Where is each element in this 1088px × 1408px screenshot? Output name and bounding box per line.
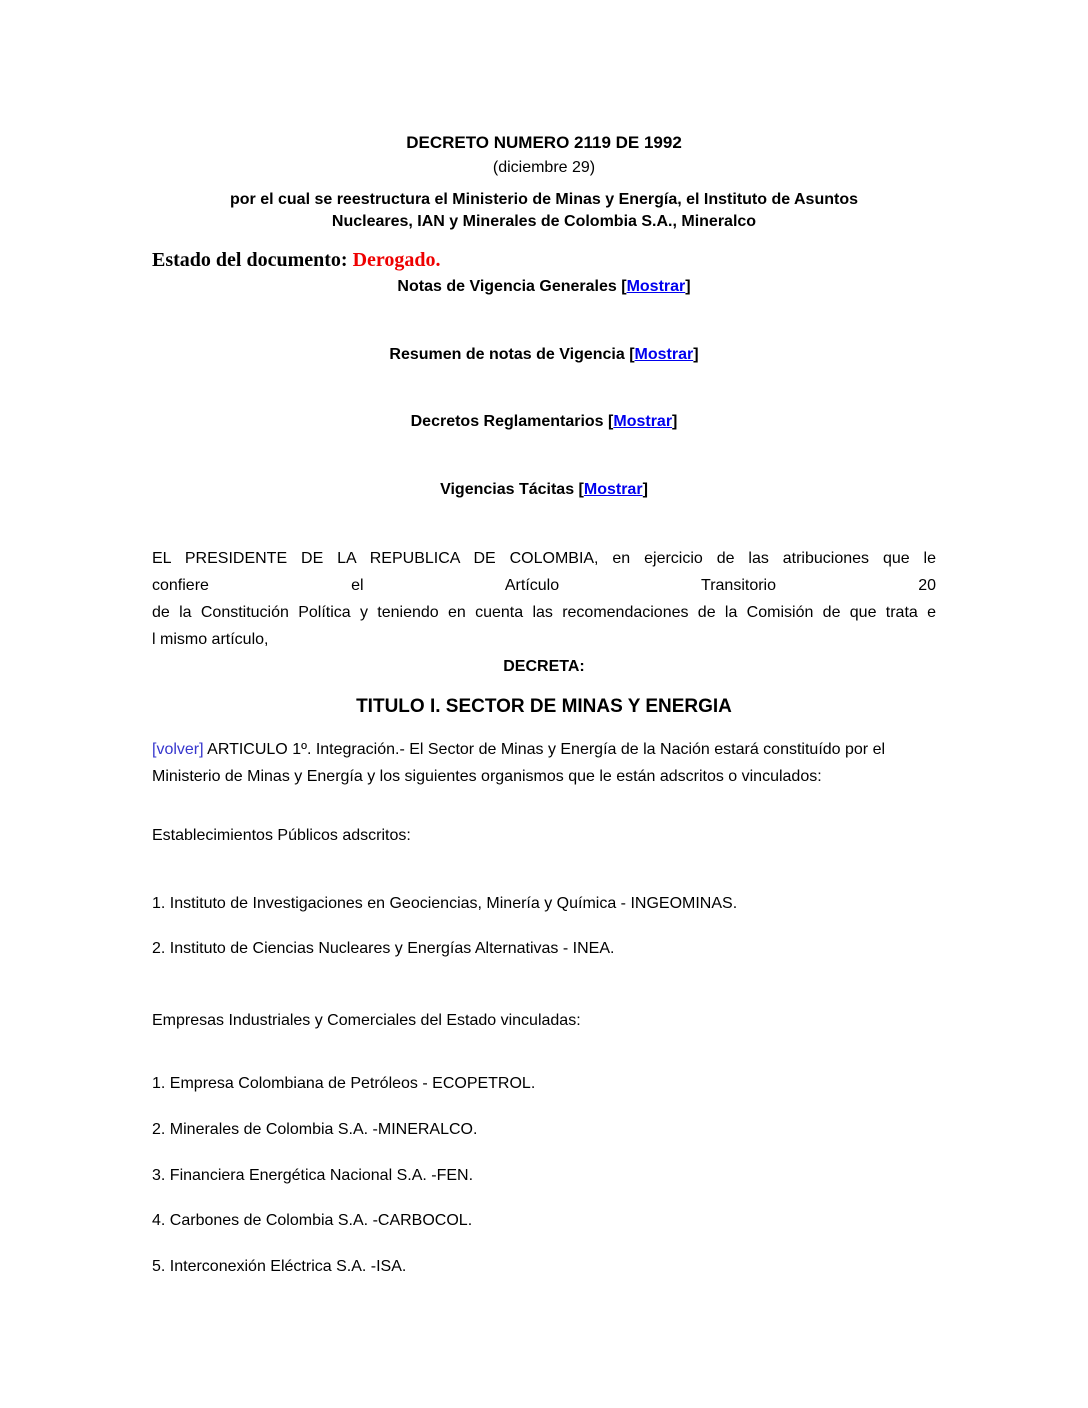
bracket-close: ] — [672, 413, 678, 430]
mostrar-link-notas-vigencia-generales[interactable]: Mostrar — [626, 278, 686, 295]
vinculadas-item-5: 5. Interconexión Eléctrica S.A. -ISA. — [152, 1258, 407, 1275]
bracket-open: [ — [578, 481, 584, 498]
bracket-open: [ — [621, 278, 627, 295]
articulo-1-text: ARTICULO 1º. Integración.- El Sector de Minas y Energía de la Nación estará constituído por el Ministerio de Minas y Energía y los siguientes organismos que le están adscritos o vinculados: — [152, 741, 886, 785]
mostrar-link-vigencias-tacitas[interactable]: Mostrar — [583, 481, 643, 498]
bracket-close: ] — [693, 346, 699, 363]
bracket-open: [ — [629, 346, 635, 363]
vinculadas-item-2: 2. Minerales de Colombia S.A. -MINERALCO. — [152, 1121, 478, 1138]
mostrar-link-decretos-reglamentarios[interactable]: Mostrar — [613, 413, 673, 430]
vigencias-tacitas-line — [152, 479, 936, 501]
vinculadas-heading: Empresas Industriales y Comerciales del Estado vinculadas: — [152, 1012, 581, 1029]
adscritos-heading: Establecimientos Públicos adscritos: — [152, 827, 411, 844]
status-label: Estado del documento: — [152, 249, 348, 271]
document-subtitle-line-2: Nucleares, IAN y Minerales de Colombia S.A., Mineralco — [331, 213, 757, 230]
vinculadas-item-3: 3. Financiera Energética Nacional S.A. -FEN. — [152, 1167, 474, 1184]
document-title: DECRETO NUMERO 2119 DE 1992 — [406, 133, 682, 152]
preamble-line-3: de la Constitución Política y teniendo en cuenta las recomendaciones de la Comisión de que trata e — [152, 604, 936, 621]
preamble-paragraph — [152, 545, 936, 653]
volver-link[interactable]: [volver] — [152, 741, 204, 758]
status-value: Derogado. — [352, 249, 441, 271]
bracket-open: [ — [608, 413, 614, 430]
bracket-close: ] — [685, 278, 691, 295]
resumen-notas-vigencia-label: Resumen de notas de Vigencia — [389, 346, 625, 363]
preamble-line-1: EL PRESIDENTE DE LA REPUBLICA DE COLOMBIA, en ejercicio de las atribuciones que le — [152, 550, 936, 567]
document-status-line — [152, 249, 936, 271]
articulo-1-paragraph — [152, 736, 936, 790]
adscritos-item-2: 2. Instituto de Ciencias Nucleares y Energías Alternativas - INEA. — [152, 940, 615, 957]
decretos-reglamentarios-label: Decretos Reglamentarios — [410, 413, 604, 430]
document-subtitle-line-1: por el cual se reestructura el Ministerio de Minas y Energía, el Instituto de Asuntos — [229, 191, 858, 208]
vigencias-tacitas-label: Vigencias Tácitas — [440, 481, 575, 498]
vinculadas-item-4: 4. Carbones de Colombia S.A. -CARBOCOL. — [152, 1212, 473, 1229]
preamble-line-4: l mismo artículo, — [152, 631, 269, 648]
titulo-1-heading: TITULO I. SECTOR DE MINAS Y ENERGIA — [356, 696, 732, 717]
notas-vigencia-generales-label: Notas de Vigencia Generales — [397, 278, 617, 295]
document-subtitle — [152, 189, 936, 233]
document-date: (diciembre 29) — [492, 159, 596, 176]
preamble-line-2: confiere el Artículo Transitorio 20 — [152, 577, 936, 594]
decreta-heading: DECRETA: — [503, 658, 585, 675]
notas-vigencia-generales-line — [152, 276, 936, 298]
resumen-notas-vigencia-line — [152, 344, 936, 366]
adscritos-item-1: 1. Instituto de Investigaciones en Geociencias, Minería y Química - INGEOMINAS. — [152, 895, 738, 912]
mostrar-link-resumen-notas-vigencia[interactable]: Mostrar — [634, 346, 694, 363]
decretos-reglamentarios-line — [152, 411, 936, 433]
bracket-close: ] — [642, 481, 648, 498]
vinculadas-item-1: 1. Empresa Colombiana de Petróleos - ECOPETROL. — [152, 1075, 536, 1092]
